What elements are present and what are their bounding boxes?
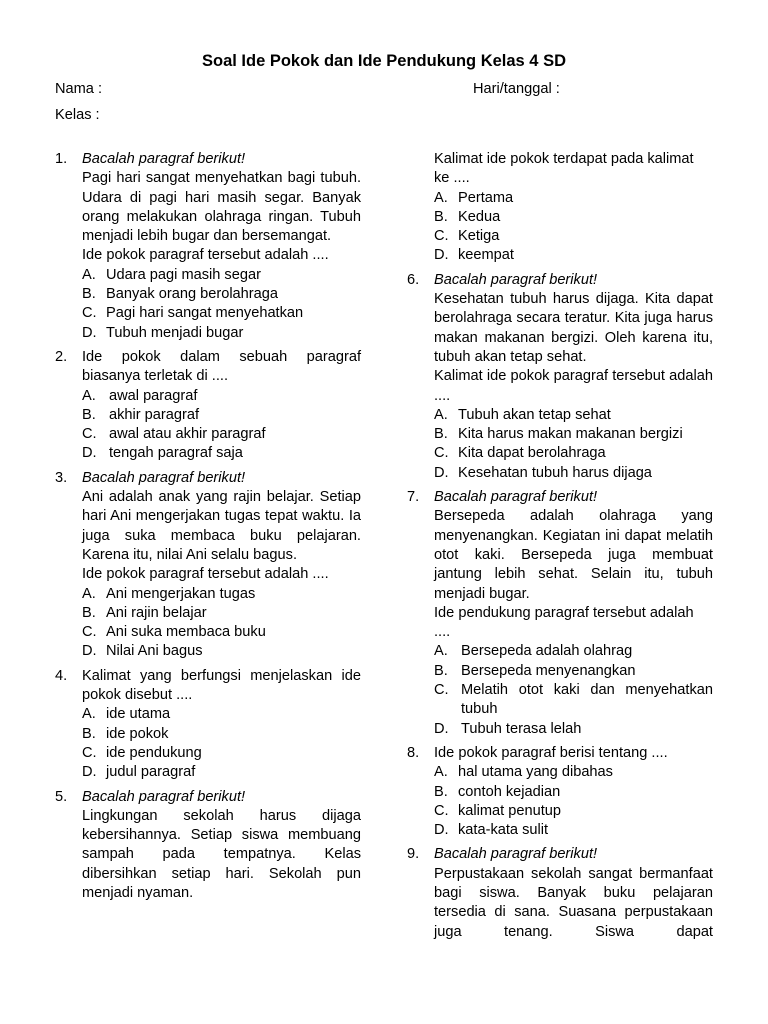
question-7 bbox=[407, 488, 713, 739]
option-d[interactable]: D. judul paragraf bbox=[82, 764, 196, 781]
option-b[interactable]: B. ide pokok bbox=[82, 725, 169, 742]
class-field-label: Kelas : bbox=[55, 107, 100, 123]
option-a[interactable]: A. Ani mengerjakan tugas bbox=[82, 585, 256, 602]
option-c[interactable]: C. Kita dapat berolahraga bbox=[434, 445, 606, 462]
question-text: Kalimat yang berfungsi menjelaskan ide pokok disebut .... bbox=[82, 667, 361, 704]
question-text: Ide pokok paragraf tersebut adalah .... bbox=[82, 247, 329, 264]
question-6 bbox=[407, 271, 713, 483]
answer-options bbox=[434, 189, 713, 266]
option-b[interactable]: B. Kita harus makan makanan bergizi bbox=[434, 426, 683, 443]
question-text: Ide pokok paragraf tersebut adalah .... bbox=[82, 566, 329, 583]
option-b[interactable]: B. akhir paragraf bbox=[82, 406, 200, 423]
reading-paragraph: Pagi hari sangat menyehatkan bagi tubuh. Udara di pagi hari masih segar. Banyak orang melakukan olahraga ringan. Tubuh menjadi lebih bugar dan bersemangat. bbox=[82, 170, 361, 245]
option-c[interactable]: C. Ketiga bbox=[434, 228, 500, 245]
instruction: Bacalah paragraf berikut! bbox=[434, 489, 598, 506]
reading-paragraph: Lingkungan sekolah harus dijaga kebersihannya. Setiap siswa membuang sampah pada tempatnya. Kelas dibersihkan setiap hari. Sekolah pun menjadi nyaman. bbox=[82, 807, 361, 901]
question-number: 4. bbox=[55, 667, 68, 684]
reading-paragraph: Perpustakaan sekolah sangat bermanfaat bagi siswa. Banyak buku pelajaran tersedia di sana. Suasana perpustakaan juga tenang. Siswa dapat bbox=[434, 865, 713, 940]
question-text: Ide pokok dalam sebuah paragraf biasanya terletak di .... bbox=[82, 348, 361, 385]
question-number: 2. bbox=[55, 348, 68, 365]
option-d[interactable]: D. tengah paragraf saja bbox=[82, 445, 243, 462]
question-number: 7. bbox=[407, 489, 420, 506]
question-2 bbox=[55, 348, 361, 464]
date-field-label: Hari/tanggal : bbox=[473, 81, 560, 97]
option-b[interactable]: B. Banyak orang berolahraga bbox=[82, 286, 279, 303]
question-3 bbox=[55, 469, 361, 662]
option-a[interactable]: A. ide utama bbox=[82, 706, 171, 723]
option-d[interactable]: D. Tubuh terasa lelah bbox=[434, 720, 582, 737]
answer-options bbox=[434, 642, 713, 738]
option-a[interactable]: A. Pertama bbox=[434, 189, 514, 206]
question-4 bbox=[55, 667, 361, 783]
question-8 bbox=[407, 744, 713, 840]
instruction: Bacalah paragraf berikut! bbox=[82, 469, 246, 486]
question-number: 6. bbox=[407, 271, 420, 288]
option-a[interactable]: A. hal utama yang dibahas bbox=[434, 764, 613, 781]
question-text: Kalimat ide pokok paragraf tersebut adalah .... bbox=[434, 368, 713, 404]
name-field-label: Nama : bbox=[55, 81, 103, 97]
option-b[interactable]: B. Bersepeda menyenangkan bbox=[434, 662, 636, 679]
question-text: Kalimat ide pokok terdapat pada kalimat ke .... bbox=[434, 151, 694, 187]
option-a[interactable]: A. awal paragraf bbox=[82, 387, 198, 404]
question-number: 5. bbox=[55, 788, 68, 805]
option-c[interactable]: C. Ani suka membaca buku bbox=[82, 624, 266, 641]
answer-options bbox=[82, 585, 361, 662]
option-a[interactable]: A. Udara pagi masih segar bbox=[82, 266, 261, 283]
page-title: Soal Ide Pokok dan Ide Pendukung Kelas 4 SD bbox=[201, 52, 566, 70]
instruction: Bacalah paragraf berikut! bbox=[82, 788, 246, 805]
option-b[interactable]: B. contoh kejadian bbox=[434, 783, 561, 800]
question-1 bbox=[55, 150, 361, 343]
answer-options bbox=[434, 406, 713, 483]
question-text: Ide pendukung paragraf tersebut adalah .... bbox=[434, 604, 694, 641]
option-c[interactable]: C. ide pendukung bbox=[82, 744, 202, 761]
question-5-continued bbox=[407, 150, 713, 266]
right-column bbox=[407, 150, 713, 947]
option-b[interactable]: B. Kedua bbox=[434, 208, 501, 225]
answer-options bbox=[82, 266, 361, 343]
answer-options bbox=[82, 705, 361, 782]
option-c[interactable]: C. Pagi hari sangat menyehatkan bbox=[82, 305, 304, 322]
option-a[interactable]: A. Bersepeda adalah olahrag bbox=[434, 643, 633, 660]
option-d[interactable]: D. Kesehatan tubuh harus dijaga bbox=[434, 464, 652, 481]
question-5 bbox=[55, 788, 361, 904]
option-c[interactable]: C. Melatih otot kaki dan menyehatkan tubuh bbox=[434, 682, 713, 718]
option-d[interactable]: D. keempat bbox=[434, 247, 514, 264]
instruction: Bacalah paragraf berikut! bbox=[82, 151, 246, 167]
answer-options bbox=[434, 763, 713, 840]
option-c[interactable]: C. kalimat penutup bbox=[434, 802, 562, 819]
question-number: 9. bbox=[407, 846, 420, 863]
instruction: Bacalah paragraf berikut! bbox=[434, 271, 598, 288]
option-a[interactable]: A. Tubuh akan tetap sehat bbox=[434, 406, 611, 423]
instruction: Bacalah paragraf berikut! bbox=[434, 846, 598, 863]
option-d[interactable]: D. Nilai Ani bagus bbox=[82, 643, 203, 660]
option-b[interactable]: B. Ani rajin belajar bbox=[82, 604, 207, 621]
answer-options bbox=[82, 387, 361, 464]
option-d[interactable]: D. Tubuh menjadi bugar bbox=[82, 324, 244, 341]
reading-paragraph: Bersepeda adalah olahraga yang menyenangkan. Kegiatan ini dapat melatih otot kaki. Bersepeda juga membuat jantung lebih sehat. Selain itu, tubuh menjadi bugar. bbox=[434, 508, 713, 602]
option-d[interactable]: D. kata-kata sulit bbox=[434, 822, 549, 839]
reading-paragraph: Kesehatan tubuh harus dijaga. Kita dapat berolahraga secara teratur. Kita juga harus makan makanan bergizi. Oleh karena itu, tubuh akan tetap sehat. bbox=[434, 291, 713, 365]
reading-paragraph: Ani adalah anak yang rajin belajar. Setiap hari Ani mengerjakan tugas tepat waktu. Ia juga suka membaca buku pelajaran. Karena itu, nilai Ani selalu bagus. bbox=[82, 489, 361, 563]
question-number: 3. bbox=[55, 469, 68, 486]
question-text: Ide pokok paragraf berisi tentang .... bbox=[434, 744, 668, 761]
question-number: 8. bbox=[407, 744, 420, 761]
question-number: 1. bbox=[55, 151, 68, 167]
option-c[interactable]: C. awal atau akhir paragraf bbox=[82, 426, 266, 443]
left-column bbox=[55, 150, 361, 908]
question-9 bbox=[407, 845, 713, 941]
